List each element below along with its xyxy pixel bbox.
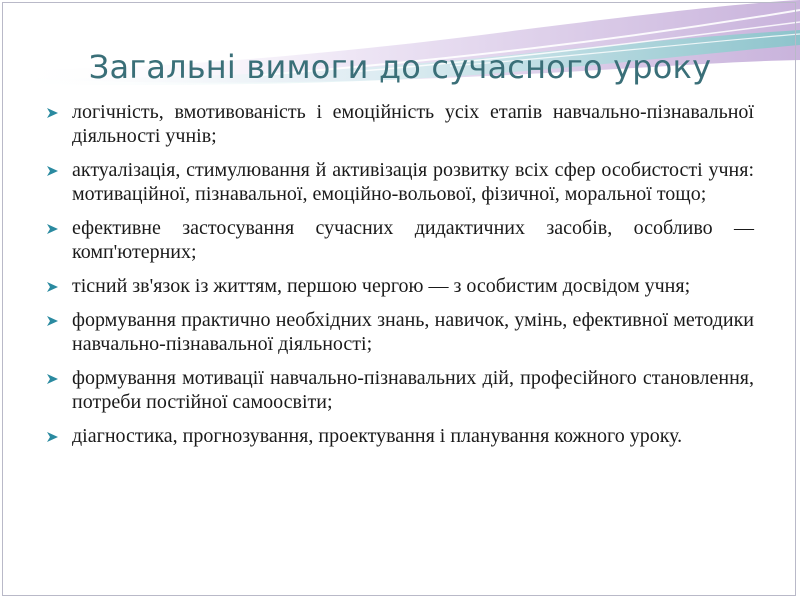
list-item <box>46 100 754 148</box>
arrow-bullet-icon <box>46 431 60 443</box>
list-item-text: ефективне застосування сучасних дидактичних засобів, особливо — комп'ютерних; <box>72 217 754 263</box>
slide-title: Загальні вимоги до сучасного уроку <box>88 48 712 86</box>
arrow-bullet-icon <box>46 281 60 293</box>
list-item <box>46 158 754 206</box>
list-item-text: формування мотивації навчально-пізнавальних дій, професійного становлення, потреби постійної самоосвіти; <box>72 367 754 413</box>
arrow-bullet-icon <box>46 107 60 119</box>
list-item-text: формування практично необхідних знань, навичок, умінь, ефективної методики навчально-пізнавальної діяльності; <box>72 309 754 355</box>
list-item-text: логічність, вмотивованість і емоційність усіх етапів навчально-пізнавальної діяльності учнів; <box>72 101 754 147</box>
list-item <box>46 424 754 448</box>
list-item <box>46 308 754 356</box>
list-item-text: тісний зв'язок із життям, першою чергою — з особистим досвідом учня; <box>72 275 691 297</box>
list-item <box>46 366 754 414</box>
list-item <box>46 216 754 264</box>
arrow-bullet-icon <box>46 165 60 177</box>
bullet-list <box>46 100 754 458</box>
list-item-text: діагностика, прогнозування, проектування і планування кожного уроку. <box>72 425 683 447</box>
list-item <box>46 274 754 298</box>
arrow-bullet-icon <box>46 315 60 327</box>
arrow-bullet-icon <box>46 223 60 235</box>
arrow-bullet-icon <box>46 373 60 385</box>
list-item-text: актуалізація, стимулювання й активізація розвитку всіх сфер особистості учня: мотиваційної, пізнавальної, емоційно-вольової, фізичної, моральної тощо; <box>72 159 754 205</box>
